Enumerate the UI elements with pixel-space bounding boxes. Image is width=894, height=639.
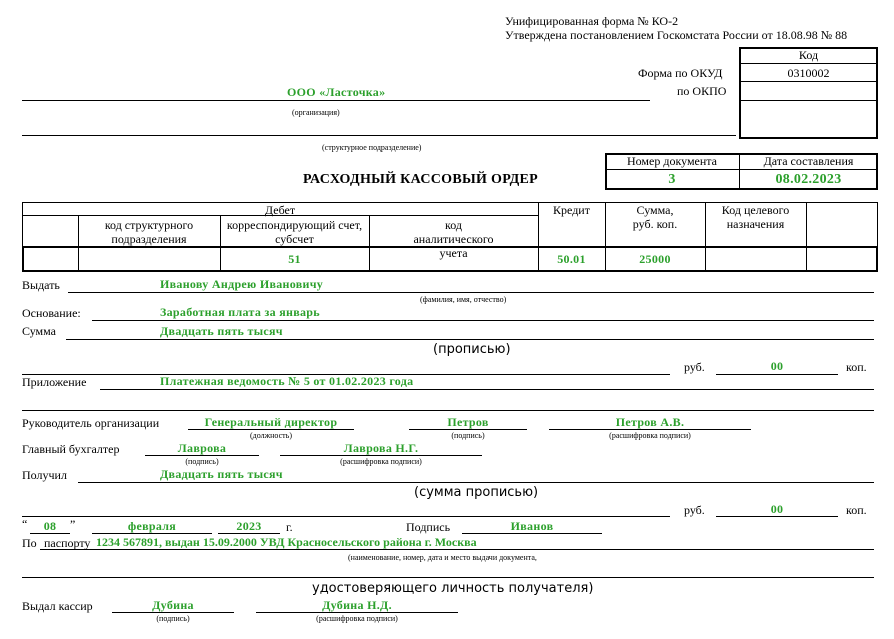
position-caption: (должность) (250, 431, 292, 440)
head-position: Генеральный директор (204, 415, 338, 429)
code-label: Код (798, 48, 819, 62)
issue-value: Иванову Андрею Ивановичу (160, 277, 324, 291)
received-kop-label: коп. (846, 503, 867, 517)
head-label: Руководитель организации (22, 416, 160, 430)
doc-caption: (наименование, номер, дата и место выдачи документа, (348, 553, 537, 562)
row-amount: 25000 (639, 252, 671, 266)
organization-name: ООО «Ласточка» (287, 85, 386, 99)
accountant-label: Главный бухгалтер (22, 442, 120, 456)
col-corr-header: корреспондирующий счет, субсчет (226, 218, 363, 246)
row-corr: 51 (288, 252, 301, 266)
okud-label: Форма по ОКУД (638, 66, 723, 80)
target-code-header: Код целевого назначения (721, 203, 790, 231)
kop-label: коп. (846, 360, 867, 374)
passport-value: 1234 567891, выдан 15.09.2000 УВД Красносельского района г. Москва (96, 535, 477, 549)
head-sign-caption: (подпись) (451, 431, 485, 440)
received-label: Получил (22, 468, 67, 482)
sum-words-caption: (сумма прописью) (414, 485, 539, 500)
head-sign: Петров (447, 415, 489, 429)
quote-open: “ (22, 517, 28, 531)
received-value: Двадцать пять тысяч (160, 467, 283, 481)
cashier-decode-caption: (расшифровка подписи) (316, 614, 398, 623)
cashier-sign-caption: (подпись) (156, 614, 190, 623)
sum-label: Сумма (22, 324, 56, 338)
amount-header: Сумма, руб. коп. (632, 203, 678, 231)
rub-label: руб. (684, 360, 705, 374)
approval-note: Утверждена постановлением Госкомстата России от 18.08.98 № 88 (505, 28, 848, 42)
doc-number-label: Номер документа (626, 154, 718, 168)
doc-date: 08.02.2023 (775, 172, 842, 187)
passport-label: По (22, 536, 37, 550)
kop-value: 00 (770, 359, 784, 373)
basis-label: Основание: (22, 306, 81, 320)
signature-value: Иванов (510, 519, 554, 533)
col-analytic-header: код аналитического учета (413, 218, 494, 260)
fio-caption: (фамилия, имя, отчество) (420, 295, 507, 304)
row-credit: 50.01 (557, 252, 586, 266)
attachment-value: Платежная ведомость № 5 от 01.02.2023 года (160, 374, 414, 388)
date-day: 08 (43, 519, 57, 533)
cashier-name: Дубина Н.Д. (322, 598, 392, 612)
head-name: Петров А.В. (615, 415, 685, 429)
document-title: РАСХОДНЫЙ КАССОВЫЙ ОРДЕР (303, 172, 538, 187)
passport-word: паспорту (44, 536, 91, 550)
doc-number: 3 (668, 172, 676, 187)
subdivision-caption: (структурное подразделение) (322, 143, 422, 152)
accountant-decode-caption: (расшифровка подписи) (340, 457, 422, 466)
year-suffix: г. (286, 520, 293, 534)
doc-date-label: Дата составления (763, 154, 854, 168)
date-year: 2023 (236, 519, 262, 533)
date-month: февраля (127, 519, 177, 533)
head-decode-caption: (расшифровка подписи) (609, 431, 691, 440)
cashier-label: Выдал кассир (22, 599, 93, 613)
accountant-sign: Лаврова (177, 441, 227, 455)
credit-header: Кредит (553, 203, 590, 217)
basis-value: Заработная плата за январь (160, 305, 320, 319)
sum-value: Двадцать пять тысяч (160, 324, 283, 338)
issue-label: Выдать (22, 278, 60, 292)
received-rub-label: руб. (684, 503, 705, 517)
accountant-sign-caption: (подпись) (185, 457, 219, 466)
okud-value: 0310002 (787, 66, 830, 80)
cashier-sign: Дубина (152, 598, 194, 612)
quote-close: ” (70, 517, 76, 531)
accountant-name: Лаврова Н.Г. (343, 441, 419, 455)
org-caption: (организация) (292, 108, 340, 117)
words-caption: (прописью) (433, 342, 511, 357)
debit-header: Дебет (264, 203, 296, 217)
identity-caption: удостоверяющего личность получателя) (312, 581, 594, 596)
signature-label: Подпись (406, 520, 451, 534)
okpo-label: по ОКПО (677, 84, 727, 98)
form-name: Унифицированная форма № КО-2 (505, 14, 679, 28)
col-struct-header: код структурного подразделения (104, 218, 194, 246)
received-kop-value: 00 (770, 502, 784, 516)
attachment-label: Приложение (22, 375, 87, 389)
